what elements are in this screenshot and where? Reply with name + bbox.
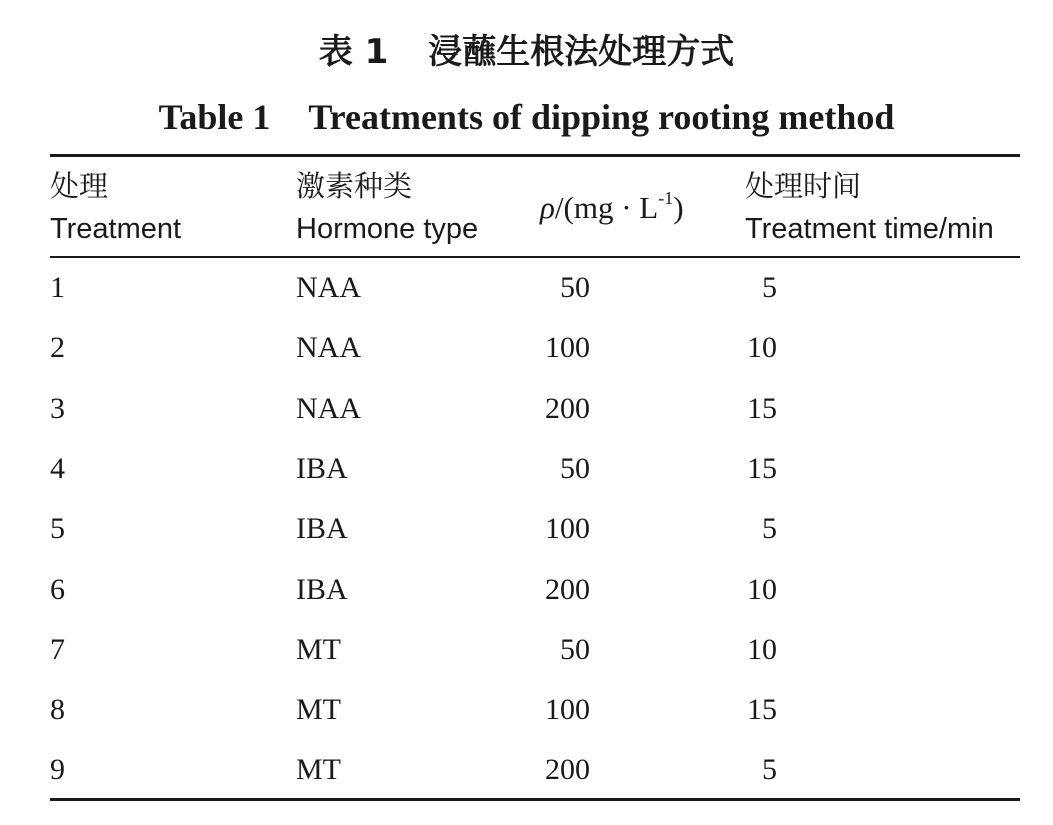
table-bottom-rule <box>50 798 1020 801</box>
cell-concentration: 50 <box>560 633 590 666</box>
cell-time: 10 <box>747 573 777 606</box>
cell-hormone: NAA <box>296 271 361 304</box>
cell-treatment: 8 <box>50 693 65 726</box>
cell-treatment: 1 <box>50 271 65 304</box>
cell-hormone: NAA <box>296 331 361 364</box>
cell-treatment: 3 <box>50 392 65 425</box>
cell-hormone: MT <box>296 753 341 786</box>
table-caption-english: Treatments of dipping rooting method <box>308 97 895 137</box>
cell-hormone: NAA <box>296 392 361 425</box>
cell-treatment: 5 <box>50 512 65 545</box>
table-header-rule <box>50 256 1020 258</box>
cell-concentration: 200 <box>545 753 590 786</box>
cell-time: 15 <box>747 693 777 726</box>
cell-time: 5 <box>762 271 777 304</box>
cell-hormone: MT <box>296 693 341 726</box>
cell-treatment: 6 <box>50 573 65 606</box>
cell-treatment: 7 <box>50 633 65 666</box>
cell-hormone: IBA <box>296 452 348 485</box>
cell-hormone: IBA <box>296 512 348 545</box>
cell-treatment: 2 <box>50 331 65 364</box>
cell-treatment: 4 <box>50 452 65 485</box>
cell-treatment: 9 <box>50 753 65 786</box>
cell-time: 10 <box>747 331 777 364</box>
cell-concentration: 100 <box>545 693 590 726</box>
cell-concentration: 200 <box>545 573 590 606</box>
cell-time: 5 <box>762 753 777 786</box>
header-hormone-en: Hormone type <box>296 213 479 245</box>
table-title-chinese <box>0 28 1053 76</box>
header-hormone-cn: 激素种类 <box>296 169 413 203</box>
rho-symbol: ρ <box>540 190 555 225</box>
cell-time: 10 <box>747 633 777 666</box>
concentration-unit: /(mg · L <box>554 190 659 225</box>
cell-hormone: MT <box>296 633 341 666</box>
concentration-unit-close: ) <box>673 190 684 225</box>
cell-concentration: 100 <box>545 512 590 545</box>
header-concentration <box>540 187 684 226</box>
cell-hormone: IBA <box>296 573 348 606</box>
cell-concentration: 200 <box>545 392 590 425</box>
cell-concentration: 50 <box>560 452 590 485</box>
cell-time: 5 <box>762 512 777 545</box>
cell-concentration: 100 <box>545 331 590 364</box>
table-top-rule <box>50 154 1020 157</box>
table-caption-chinese: 浸蘸生根法处理方式 <box>428 32 735 72</box>
header-time-cn: 处理时间 <box>745 169 862 203</box>
header-treatment-cn: 处理 <box>50 169 109 203</box>
table-label-chinese: 表 1 <box>318 32 389 72</box>
table-title-english <box>0 92 1053 142</box>
table-label-english: Table 1 <box>158 97 271 137</box>
cell-time: 15 <box>747 392 777 425</box>
header-treatment-en: Treatment <box>50 213 182 245</box>
header-time-en: Treatment time/min <box>745 213 994 245</box>
unit-exponent: -1 <box>658 187 674 208</box>
cell-concentration: 50 <box>560 271 590 304</box>
cell-time: 15 <box>747 452 777 485</box>
